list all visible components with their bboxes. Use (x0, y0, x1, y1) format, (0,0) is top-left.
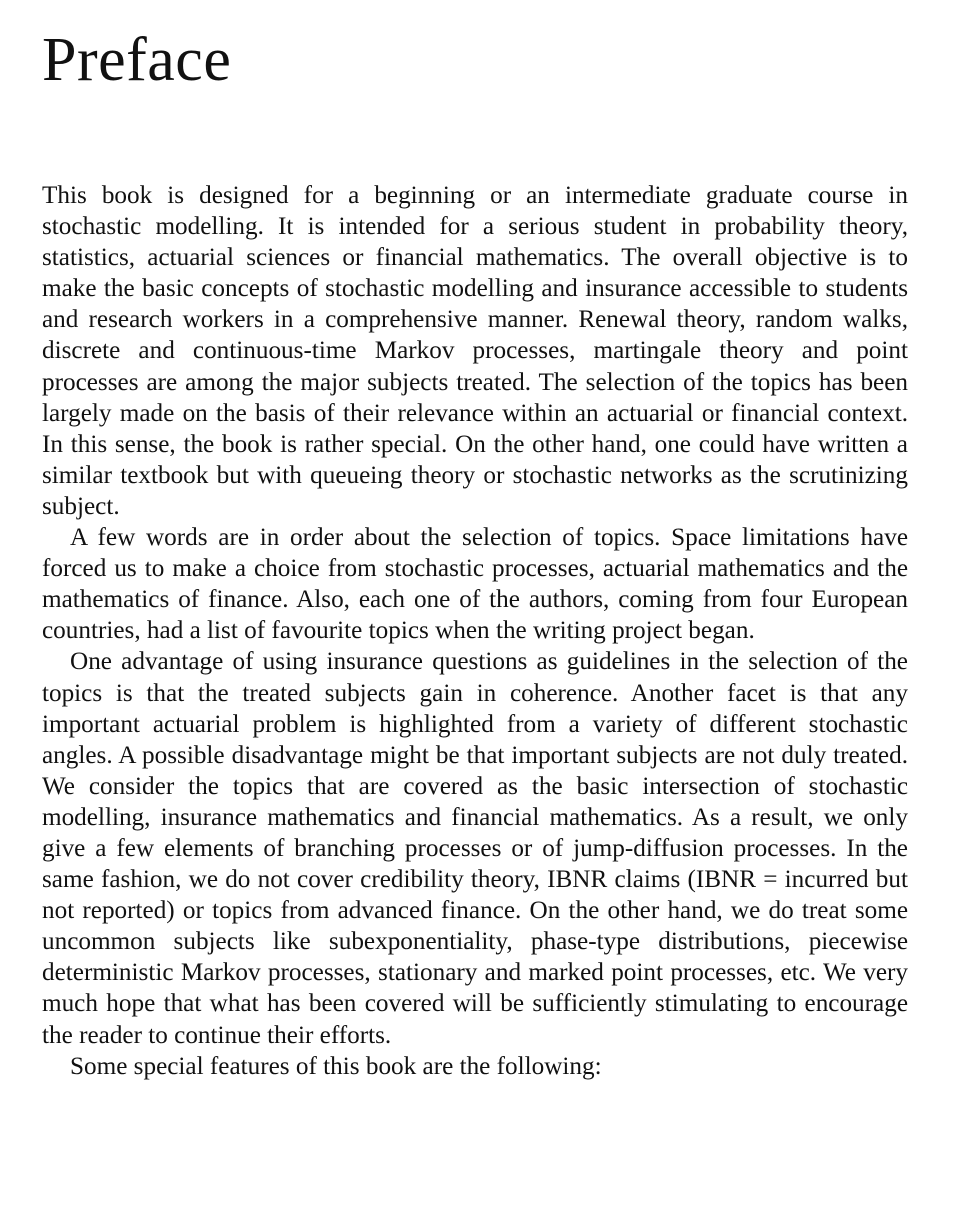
paragraph-topic-selection: A few words are in order about the selection of topics. Space limitations have forced us to make a choice from stochastic processes, actuarial mathematics and the mathematics of finance. Also, each one of the authors, coming from four European countries, had a list of favourite topics when the writing project began. (42, 524, 908, 645)
paragraph-intro: This book is designed for a beginning or an intermediate graduate course in stochastic modelling. It is intended for a serious student in probability theory, statistics, actuarial sciences or financial mathematics. The overall objective is to make the basic concepts of stochastic modelling and insurance accessible to students and research workers in a comprehensive manner. Renewal theory, random walks, discrete and continuous-time Markov processes, martingale theory and point processes are among the major subjects treated. The selection of the topics has been largely made on the basis of their relevance within an actuarial or financial context. In this sense, the book is rather special. On the other hand, one could have written a similar textbook but with queueing theory or stochastic networks as the scrutinizing subject. (42, 182, 908, 520)
paragraph-advantages: One advantage of using insurance questions as guidelines in the selection of the topics is that the treated subjects gain in coherence. Another facet is that any important actuarial problem is highlighted from a variety of different stochastic angles. A possible disadvantage might be that important subjects are not duly treated. We consider the topics that are covered as the basic intersection of stochastic modelling, insurance mathematics and financial mathematics. As a result, we only give a few elements of branching processes or of jump-diffusion processes. In the same fashion, we do not cover credibility theory, IBNR claims (IBNR = incurred but not reported) or topics from advanced finance. On the other hand, we do treat some uncommon subjects like subexponentiality, phase-type distributions, piecewise deterministic Markov processes, stationary and marked point processes, etc. We very much hope that what has been covered will be sufficiently stimulating to encourage the reader to continue their efforts. (42, 648, 908, 1049)
paragraph-special-features: Some special features of this book are the following: (70, 1052, 602, 1080)
preface-body (42, 180, 908, 1082)
page-title: Preface (42, 26, 232, 94)
